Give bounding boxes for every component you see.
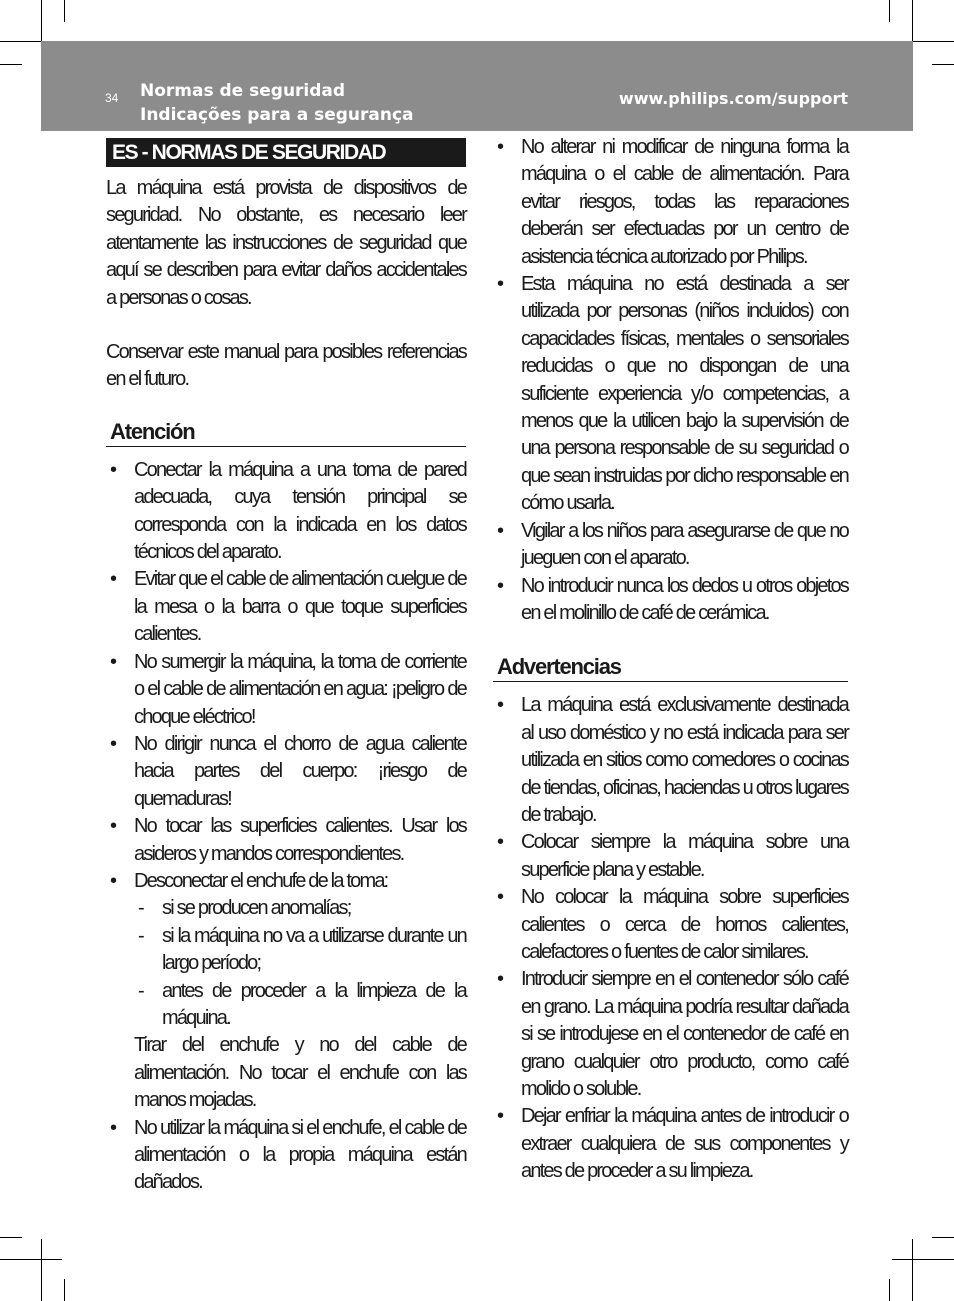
list-item: • No sumergir la máquina, la toma de corriente o el cable de alimentación en agua: ¡peligro de choque eléctrico! [106,649,466,731]
list-item: • Conectar la máquina a una toma de pared adecuada, cuya tensión principal se corresponda con la indicada en los datos técnicos del aparato. [106,457,466,567]
crop-mark [932,64,954,65]
intro-paragraph-2: Conservar este manual para posibles referencias en el futuro. [106,341,466,391]
header-title-pt: Indicações para a segurança [140,105,414,125]
continued-list [493,134,848,627]
intro-paragraph: La máquina está provista de dispositivos de seguridad. No obstante, es necesario leer atentamente las instrucciones de seguridad que aquí se describen para evitar daños accidentales a personas o cosas. [106,177,466,309]
crop-mark [0,1259,62,1260]
left-column [106,138,466,1197]
list-item: • No dirigir nunca el chorro de agua caliente hacia partes del cuerpo: ¡riesgo de quemaduras! [106,731,466,813]
crop-mark [932,1237,954,1238]
crop-mark [889,0,890,22]
crop-mark [41,1239,42,1301]
list-item: • La máquina está exclusivamente destinada al uso doméstico y no está indicada para ser utilizada en sitios como comedores o cocinas de tiendas, oficinas, haciendas u otros lugares de trabajo. [493,692,848,829]
list-item: • No colocar la máquina sobre superficies calientes o cerca de hornos calientes, calefactores o fuentes de calor similares. [493,884,848,966]
list-item: • Dejar enfriar la máquina antes de introducir o extraer cualquiera de sus componentes y antes de proceder a su limpieza. [493,1103,848,1185]
sub-list-item: - si se producen anomalías; [134,895,466,922]
list-item: • No tocar las superficies calientes. Usar los asideros y mandos correspondientes. [106,813,466,868]
list-item: • Esta máquina no está destinada a ser utilizada por personas (niños incluidos) con capacidades físicas, mentales o sensoriales reducidas o que no dispongan de una suficiente experiencia y/o competencias, a menos que la utilicen bajo la supervisión de una persona responsable de su seguridad o que sean instruidas por dicho responsable en cómo usarla. [493,271,848,518]
header-title [140,79,414,127]
list-item: • Colocar siempre la máquina sobre una superficie plana y estable. [493,829,848,884]
atencion-list [106,457,466,1197]
sub-list [134,895,466,1032]
sub-list-item: - si la máquina no va a utilizarse durante un largo período; [134,923,466,978]
crop-mark [889,1279,890,1301]
list-item: • Evitar que el cable de alimentación cuelgue de la mesa o la barra o que toque superficies calientes. [106,566,466,648]
list-item: • No alterar ni modificar de ninguna forma la máquina o el cable de alimentación. Para evitar riesgos, todas las reparaciones deberán ser efectuadas por un centro de asistencia técnica autorizado por Philips. [493,134,848,271]
header-title-es: Normas de seguridad [140,81,346,101]
section-title: ES - NORMAS DE SEGURIDAD [106,138,466,167]
crop-mark [0,1237,22,1238]
crop-mark [0,64,22,65]
sub-list-item: - antes de proceder a la limpieza de la máquina. [134,978,466,1033]
list-item: • No utilizar la máquina si el enchufe, el cable de alimentación o la propia máquina están dañados. [106,1115,466,1197]
page-number: 34 [105,91,119,105]
crop-mark [892,1259,954,1260]
advertencias-heading: Advertencias [493,653,848,682]
crop-mark [64,0,65,22]
list-item: • Desconectar el enchufe de la toma: - si se producen anomalías; - si la máquina no va a utilizarse durante un largo período; - antes de proceder a la limpieza de la máquina. Tirar del enchufe y no del cable de alimentación. No tocar el enchufe con las manos mojadas. [106,868,466,1115]
header-url: www.philips.com/support [618,89,848,108]
unplug-note: Tirar del enchufe y no del cable de alimentación. No tocar el enchufe con las manos mojadas. [134,1034,466,1112]
atencion-heading: Atención [106,418,466,447]
crop-mark [64,1279,65,1301]
list-item: • No introducir nunca los dedos u otros objetos en el molinillo de café de cerámica. [493,573,848,628]
advertencias-list [493,692,848,1185]
crop-mark [912,1239,913,1301]
list-item: • Introducir siempre en el contenedor sólo café en grano. La máquina podría resultar dañada si se introdujese en el contenedor de café en grano cualquier otro producto, como café molido o soluble. [493,966,848,1103]
right-column [493,134,848,1186]
list-item: • Vigilar a los niños para asegurarse de que no jueguen con el aparato. [493,518,848,573]
header-band [41,41,913,131]
